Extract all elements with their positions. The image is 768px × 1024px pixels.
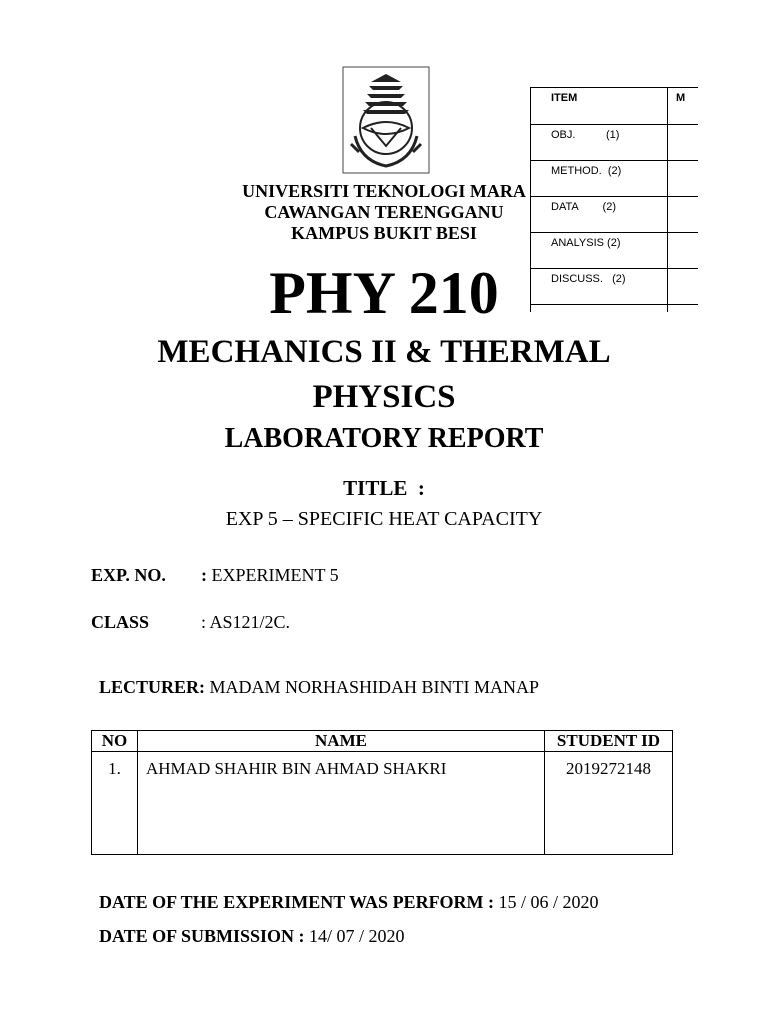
exp-no-value: : EXPERIMENT 5 (201, 565, 339, 585)
course-code: PHY 210 (269, 260, 499, 326)
marks-item-cell: METHOD. (2) (531, 161, 668, 197)
course-title-line-1: MECHANICS II & THERMAL (157, 334, 611, 370)
course-title-line-2: PHYSICS (312, 379, 456, 415)
table-row (531, 197, 699, 233)
table-row (531, 125, 699, 161)
marks-item-cell: DISCUSS. (2) (531, 269, 668, 305)
marks-item-cell: DATA (2) (531, 197, 668, 233)
experiment-date-label: DATE OF THE EXPERIMENT WAS PERFORM : (99, 892, 495, 912)
submission-date-label: DATE OF SUBMISSION : (99, 926, 305, 946)
exp-no-label: EXP. NO. (91, 565, 166, 585)
marks-value-cell: M (668, 88, 699, 125)
title-label: TITLE : (343, 476, 425, 500)
col-header-no: NO (92, 731, 138, 752)
class-label: CLASS (91, 612, 150, 632)
student-table (91, 730, 673, 855)
submission-date-value: 14/ 07 / 2020 (304, 926, 405, 946)
experiment-date-value: 15 / 06 / 2020 (494, 892, 599, 912)
lecturer-label: LECTURER: (99, 677, 206, 697)
marks-table-header (531, 88, 699, 125)
university-line-1: UNIVERSITI TEKNOLOGI MARA (242, 181, 526, 201)
exp-no-text: EXPERIMENT 5 (207, 565, 339, 585)
student-id: 2019272148 (545, 752, 673, 855)
uitm-crest-icon (341, 66, 431, 176)
marks-value-cell (668, 269, 699, 305)
class-text: : AS121/2C. (201, 612, 291, 632)
report-type: LABORATORY REPORT (224, 423, 544, 454)
university-line-2: CAWANGAN TERENGGANU (264, 202, 504, 222)
col-header-student-id: STUDENT ID (545, 731, 673, 752)
marks-value-cell (668, 305, 699, 313)
marks-value-cell (668, 233, 699, 269)
marks-item-cell: ITEM (531, 88, 668, 125)
class-value (201, 612, 290, 633)
col-header-name: NAME (138, 731, 545, 752)
title-value: EXP 5 – SPECIFIC HEAT CAPACITY (225, 508, 543, 530)
table-row (531, 161, 699, 197)
lecturer-value: MADAM NORHASHIDAH BINTI MANAP (205, 677, 540, 697)
marks-value-cell (668, 161, 699, 197)
table-row (92, 752, 673, 855)
student-table-header (92, 731, 673, 752)
lecturer-row (91, 659, 539, 698)
course-title (80, 330, 688, 420)
university-line-3: KAMPUS BUKIT BESI (291, 223, 477, 243)
marks-value-cell (668, 197, 699, 233)
university-name (200, 181, 568, 244)
marks-item-cell: ANALYSIS (2) (531, 233, 668, 269)
submission-date-row (91, 908, 405, 947)
student-name: AHMAD SHAHIR BIN AHMAD SHAKRI (138, 752, 545, 855)
marks-value-cell (668, 125, 699, 161)
student-no: 1. (92, 752, 138, 855)
marks-item-cell: OBJ. (1) (531, 125, 668, 161)
